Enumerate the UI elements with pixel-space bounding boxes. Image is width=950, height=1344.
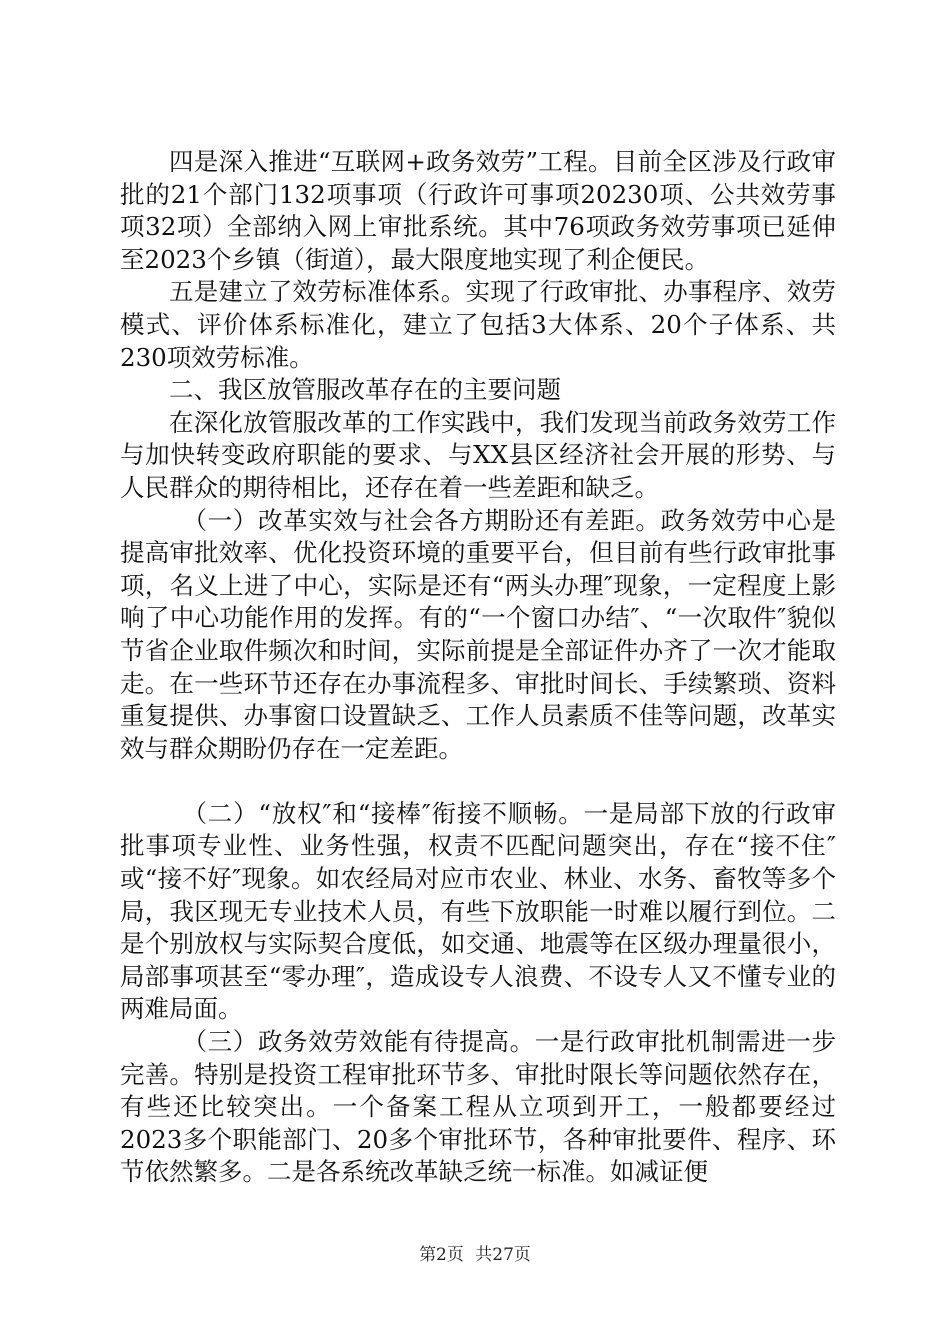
paragraph-problem-2: （二）“放权″和“接棒″衔接不顺畅。一是局部下放的行政审批事项专业性、业务性强，权责不匹配问题突出，存在“接不住″或“接不好″现象。如农经局对应市农业、林业、水务、畜牧等多个局，我区现无专业技术人员，有些下放职能一时难以履行到位。二是个别放权与实际契合度低，如交通、地震等在区级办理量很小，局部事项甚至“零办理″，造成设专人浪费、不设专人又不懂专业的两难局面。 <box>120 798 836 1024</box>
paragraph-spacer <box>120 765 836 798</box>
page-footer <box>0 1240 950 1265</box>
paragraph-problems-intro: 在深化放管服改革的工作实践中，我们发现当前政务效劳工作与加快转变政府职能的要求、与XX县区经济社会开展的形势、与人民群众的期待相比，还存在着一些差距和缺乏。 <box>120 407 836 502</box>
page-number: 第2页 <box>419 1245 464 1265</box>
document-body <box>120 146 836 1189</box>
page-total: 共27页 <box>475 1245 531 1265</box>
paragraph-internet-plus: 四是深入推进“互联网+政务效劳”工程。目前全区涉及行政审批的21个部门132项事项（行政许可事项20230项、公共效劳事项32项）全部纳入网上审批系统。其中76项政务效劳事项已延伸至2023个乡镇（街道），最大限度地实现了利企便民。 <box>120 147 836 274</box>
paragraph-service-standards: 五是建立了效劳标准体系。实现了行政审批、办事程序、效劳模式、评价体系标准化，建立了包括3大体系、20个子体系、共230项效劳标准。 <box>120 277 836 372</box>
paragraph-problem-3: （三）政务效劳效能有待提高。一是行政审批机制需进一步完善。特别是投资工程审批环节多、审批时限长等问题依然存在，有些还比较突出。一个备案工程从立项到开工，一般都要经过2023多个职能部门、20多个审批环节，各种审批要件、程序、环节依然繁多。二是各系统改革缺乏统一标准。如减证便 <box>120 1027 836 1187</box>
section-heading-main-problems: 二、我区放管服改革存在的主要问题 <box>169 375 561 405</box>
paragraph-problem-1: （一）改革实效与社会各方期盼还有差距。政务效劳中心是提高审批效率、优化投资环境的重要平台，但目前有些行政审批事项，名义上进了中心，实际是还有“两头办理″现象，一定程度上影响了中心功能作用的发挥。有的“一个窗口办结″、“一次取件″貌似节省企业取件频次和时间，实际前提是全部证件办齐了一次才能取走。在一些环节还存在办事流程多、审批时间长、手续繁琐、资料重复提供、办事窗口设置缺乏、工作人员素质不佳等问题，改革实效与群众期盼仍存在一定差距。 <box>120 505 836 763</box>
